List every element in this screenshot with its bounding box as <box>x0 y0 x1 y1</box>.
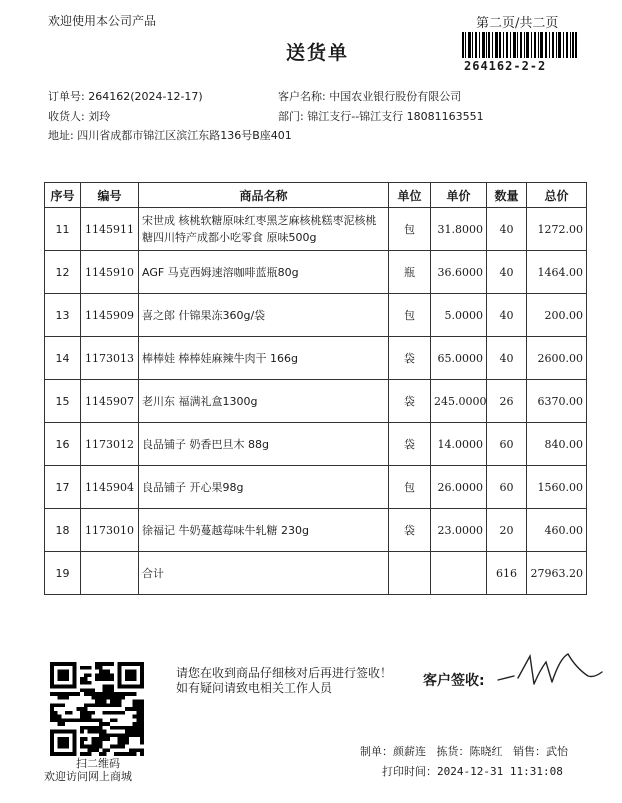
cell-unit: 包 <box>389 208 431 251</box>
notice-text: 请您在收到商品仔细核对后再进行签收！如有疑问请致电相关工作人员 <box>176 666 393 695</box>
handwritten-signature <box>496 648 604 690</box>
customer-label: 客户名称: <box>278 90 326 103</box>
cell-no: 17 <box>45 466 81 509</box>
cell-unit: 袋 <box>389 380 431 423</box>
maker: 制单：颜薪连 <box>360 745 426 758</box>
barcode <box>462 32 577 58</box>
header-price: 单价 <box>431 183 487 208</box>
cell-total: 200.00 <box>527 294 587 337</box>
qr-code <box>50 662 144 756</box>
cell-no: 15 <box>45 380 81 423</box>
table-row <box>45 423 587 466</box>
header-name: 商品名称 <box>139 183 389 208</box>
cell-price: 245.0000 <box>431 380 487 423</box>
signers-line <box>360 743 568 759</box>
cell-name: 徐福记 牛奶蔓越莓味牛轧糖 230g <box>139 509 389 552</box>
cell-code: 1145909 <box>81 294 139 337</box>
receiver-value: 刘玲 <box>88 110 111 123</box>
cell-total: 1272.00 <box>527 208 587 251</box>
department <box>278 108 484 124</box>
cell-name: 良品铺子 奶香巴旦木 88g <box>139 423 389 466</box>
table-row <box>45 380 587 423</box>
cell-price: 65.0000 <box>431 337 487 380</box>
cell-qty: 20 <box>487 509 527 552</box>
cell-total: 840.00 <box>527 423 587 466</box>
customer-sign-label: 客户签收: <box>423 673 485 689</box>
cell-qty: 616 <box>487 552 527 595</box>
cell-total: 460.00 <box>527 509 587 552</box>
cell-total: 6370.00 <box>527 380 587 423</box>
cell-name: 良品铺子 开心果98g <box>139 466 389 509</box>
cell-name: 喜之郎 什锦果冻360g/袋 <box>139 294 389 337</box>
address-value: 四川省成都市锦江区滨江东路136号B座401 <box>77 129 292 142</box>
sales: 销售：武怡 <box>513 745 568 758</box>
print-time: 打印时间：2024-12-31 11:31:08 <box>382 765 563 778</box>
cell-qty: 40 <box>487 337 527 380</box>
barcode-number: 264162-2-2 <box>464 59 547 73</box>
cell-name: 合计 <box>139 552 389 595</box>
cell-no: 13 <box>45 294 81 337</box>
cell-price: 31.8000 <box>431 208 487 251</box>
cell-code <box>81 552 139 595</box>
table-row <box>45 509 587 552</box>
scan-label: 扫二维码 <box>76 757 120 770</box>
cell-name: 棒棒娃 棒棒娃麻辣牛肉干 166g <box>139 337 389 380</box>
cell-price: 36.6000 <box>431 251 487 294</box>
items-table <box>44 182 587 595</box>
cell-no: 12 <box>45 251 81 294</box>
cell-code: 1145904 <box>81 466 139 509</box>
visit-label: 欢迎访问网上商城 <box>44 770 132 783</box>
order-label: 订单号: <box>48 90 85 103</box>
cell-total: 1464.00 <box>527 251 587 294</box>
cell-code: 1145911 <box>81 208 139 251</box>
address <box>48 127 292 143</box>
cell-unit: 袋 <box>389 337 431 380</box>
cell-price <box>431 552 487 595</box>
welcome-text: 欢迎使用本公司产品 <box>48 14 157 28</box>
cell-qty: 60 <box>487 423 527 466</box>
cell-unit: 包 <box>389 294 431 337</box>
cell-unit: 包 <box>389 466 431 509</box>
cell-code: 1173013 <box>81 337 139 380</box>
customer-name <box>278 88 461 104</box>
header-no: 序号 <box>45 183 81 208</box>
cell-no: 16 <box>45 423 81 466</box>
picker: 拣货：陈晓红 <box>436 745 503 758</box>
cell-price: 26.0000 <box>431 466 487 509</box>
cell-qty: 26 <box>487 380 527 423</box>
cell-no: 14 <box>45 337 81 380</box>
cell-qty: 40 <box>487 251 527 294</box>
dept-value: 锦江支行--锦江支行 18081163551 <box>307 110 484 123</box>
cell-total: 27963.20 <box>527 552 587 595</box>
cell-no: 18 <box>45 509 81 552</box>
page-indicator: 第二页/共二页 <box>476 16 559 31</box>
table-row <box>45 466 587 509</box>
customer-value: 中国农业银行股份有限公司 <box>329 90 462 103</box>
cell-qty: 40 <box>487 208 527 251</box>
order-number <box>48 88 203 104</box>
table-row <box>45 251 587 294</box>
cell-no: 19 <box>45 552 81 595</box>
header-unit: 单位 <box>389 183 431 208</box>
cell-total: 1560.00 <box>527 466 587 509</box>
table-row <box>45 208 587 251</box>
order-value: 264162(2024-12-17) <box>88 90 203 103</box>
cell-total: 2600.00 <box>527 337 587 380</box>
table-row <box>45 294 587 337</box>
header-total: 总价 <box>527 183 587 208</box>
document-title: 送货单 <box>286 42 350 64</box>
cell-name: AGF 马克西姆速溶咖啡蓝瓶80g <box>139 251 389 294</box>
cell-code: 1173010 <box>81 509 139 552</box>
total-row <box>45 552 587 595</box>
dept-label: 部门: <box>278 110 304 123</box>
header-code: 编号 <box>81 183 139 208</box>
table-header-row <box>45 183 587 208</box>
cell-unit: 袋 <box>389 423 431 466</box>
cell-code: 1173012 <box>81 423 139 466</box>
cell-price: 23.0000 <box>431 509 487 552</box>
receiver-label: 收货人: <box>48 110 85 123</box>
cell-qty: 60 <box>487 466 527 509</box>
cell-qty: 40 <box>487 294 527 337</box>
cell-unit: 袋 <box>389 509 431 552</box>
cell-price: 14.0000 <box>431 423 487 466</box>
cell-code: 1145910 <box>81 251 139 294</box>
address-label: 地址: <box>48 129 74 142</box>
cell-code: 1145907 <box>81 380 139 423</box>
receiver <box>48 108 110 124</box>
cell-no: 11 <box>45 208 81 251</box>
cell-name: 老川东 福满礼盒1300g <box>139 380 389 423</box>
cell-unit <box>389 552 431 595</box>
header-qty: 数量 <box>487 183 527 208</box>
cell-name: 宋世成 核桃软糖原味红枣黑芝麻核桃糕枣泥核桃糖四川特产成都小吃零食 原味500g <box>139 208 389 251</box>
table-row <box>45 337 587 380</box>
cell-unit: 瓶 <box>389 251 431 294</box>
cell-price: 5.0000 <box>431 294 487 337</box>
